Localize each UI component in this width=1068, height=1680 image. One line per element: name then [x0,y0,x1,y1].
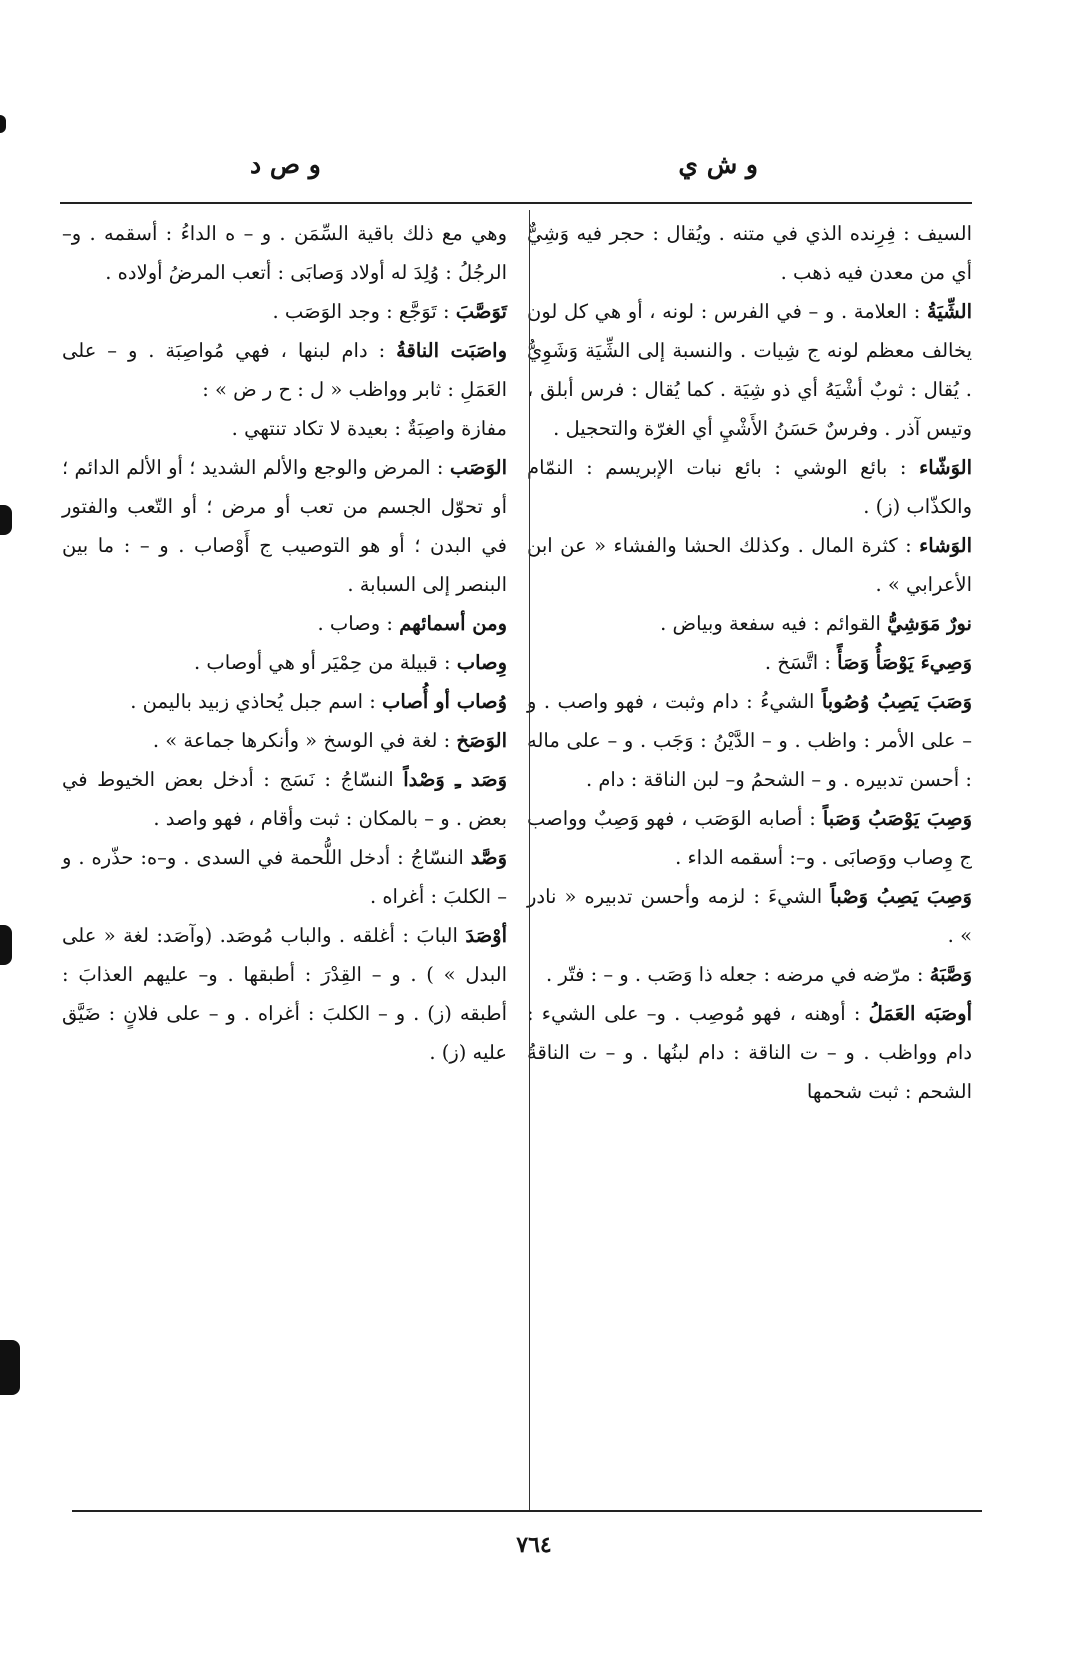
footer-rule [72,1510,982,1512]
entry-headword: الشِّيَةُ [926,300,973,323]
dictionary-entry [527,643,972,682]
dictionary-entry [527,604,972,643]
entry-definition: : أوهنه ، فهو مُوصِب . و– على الشيء : دام وواظب . و – ت الناقة : دام لبنُها . و – ت الناقةُ الشحم : ثبت شحمها [527,1002,972,1103]
dictionary-entry [62,292,507,331]
page-header-root-right: و ش ي [678,150,758,179]
page-number: ٧٦٤ [516,1532,552,1558]
dictionary-entry [527,682,972,799]
entry-headword: أوصَبَه العَمَلُ [868,1002,973,1025]
entry-headword: أوْصَدَ [465,924,507,947]
entry-headword: الوَشّاء [919,456,973,479]
entry-definition: الشيءَ : لزمه وأحسن تدبيره « نادر » . [527,885,972,947]
entry-definition: : بائع الوشي : بائع نبات الإبريسم : النمّام والكذّاب (ز) . [527,456,972,518]
entry-headword: الوَصَخ [456,729,507,752]
entry-headword: واصَبَت الناقةُ [396,339,507,362]
entry-headword: وَصِيءَ يَوْصَأُ وَصَأً [837,651,972,674]
entry-definition: مفازة واصِبَةٌ : بعيدة لا تكاد تنتهي . [231,417,507,440]
dictionary-entry [527,877,972,955]
dictionary-entry [527,214,972,292]
scan-edge-mark [0,1340,20,1395]
entry-definition: : أصابه الوَصَب ، فهو وَصِبٌ وواصب ج وِصاب ووَصابَى . و–: أسقمه الداء . [527,807,972,869]
dictionary-entry [62,214,507,292]
entry-headword: وَصَبَ يَصِبُ وُصُوباً [821,690,973,713]
dictionary-entry [62,448,507,604]
dictionary-entry [527,994,972,1111]
dictionary-entry [527,799,972,877]
page-header-root-left: و ص د [250,150,321,179]
entry-headword: نورٌ مَوَشِيُّ [887,612,972,635]
dictionary-entry [527,526,972,604]
entry-definition: : لغة في الوسخ « وأنكرها جماعة » . [152,729,451,752]
entry-headword: وَصَد ـِ وَصْداً [403,768,507,791]
entry-definition: : دام لبنها ، فهي مُواصِبَة . و – على العَمَلِ : ثابر وواظب « ل : ح ر ض » : [62,339,507,401]
entry-headword: وُصاب أو أُصاب [382,690,507,713]
dictionary-entry [62,682,507,721]
header-rule [60,202,972,204]
entry-headword: الوَشاء [919,534,973,557]
dictionary-entry [62,409,507,448]
entry-definition: : المرض والوجع والألم الشديد ؛ أو الألم الدائم ؛ أو تحوّل الجسم من تعب أو مرض ؛ أو التّعب والفتور في البدن ؛ أو هو التوصيب ج أَوْصاب . و – : ما بين البنصر إلى السبابة . [62,456,507,596]
entry-definition: : وصاب . [317,612,393,635]
dictionary-entry [62,916,507,1072]
dictionary-entry [62,604,507,643]
dictionary-entry [62,331,507,409]
entry-definition: البابَ : أغلقه . والباب مُوصَد. (وآصَد: لغة « على البدل » ) . و – القِدْرَ : أطبقها . و– عليهم العذابَ : أطبقه (ز) . و – الكلبَ : أغراه . و – على فلانٍ : ضَيَّق عليه (ز) . [62,924,507,1064]
entry-headword: تَوَصَّبَ [455,300,507,323]
entry-definition: : اسم جبل يُحاذي زبيد باليمن . [130,690,376,713]
scan-edge-mark [0,115,6,133]
dictionary-entry [527,448,972,526]
entry-definition: وهي مع ذلك باقية السِّمَن . و – ه الداءُ : أسقمه . و– الرجُلُ : وُلِدَ له أولاد وَصابَى : أتعب المرضُ أولاده . [62,222,507,284]
entry-headword: الوَصَب [449,456,507,479]
entry-headword: وَصَّبَهُ [929,963,972,986]
entry-headword: وَصَّد [470,846,507,869]
scan-edge-mark [0,925,12,965]
entry-definition: : تَوَجَّع : وجد الوَصَب . [272,300,450,323]
dictionary-entry [62,721,507,760]
entry-definition: النسّاجُ : أدخل اللُّحمة في السدى . و–ه: حذّره . و – الكلبَ : أغراه . [62,846,507,908]
entry-headword: وَصِبَ يَوْصَبُ وَصَباً [822,807,972,830]
entry-definition: : اتَّسَخ . [764,651,831,674]
dictionary-entry [62,643,507,682]
entry-definition: : العلامة . و – في الفرس : لونه ، أو هي كل لون يخالف معظم لونه ج شِيات . والنسبة إلى الشِّيَة وَشَوِيٌّ . يُقال : ثوبٌ أشْيَهُ أي ذو شِيَة . كما يُقال : فرس أبلق ، وتيس آذر . وفرسٌ حَسَنُ الأَشْيِ أي الغرّة والتحجيل . [527,300,972,440]
entry-definition: : مرّضه في مرضه : جعله ذا وَصَب . و – : فتّر . [546,963,924,986]
entry-headword: وَصِبَ يَصِبُ وَصْباً [830,885,972,908]
dictionary-entry [527,292,972,448]
dictionary-column-left [62,214,507,1072]
dictionary-column-right [527,214,972,1111]
column-divider [529,210,530,1510]
entry-headword: ومن أسمائهم [399,612,507,635]
dictionary-entry [527,955,972,994]
entry-definition: الشيءُ : دام وثبت ، فهو واصب . و – على الأمر : واظب . و – الدَّيْنُ : وَجَب . و – على ماله : أحسن تدبيره . و – الشحمُ و– لبن الناقة : دام . [527,690,972,791]
entry-definition: السيف : فِرِنده الذي في متنه . ويُقال : حجر فيه وَشِيٌّ أي من معدن فيه ذهب . [527,222,972,284]
entry-definition: النسّاجُ : نَسَج : أدخل بعض الخيوط في بعض . و – بالمكان : ثبت وأقام ، فهو واصد . [62,768,507,830]
scan-edge-mark [0,505,12,535]
entry-definition: : قبيلة من حِمْيَر أو هي أوصاب . [194,651,451,674]
dictionary-entry [62,838,507,916]
entry-definition: القوائم : فيه سفعة وبياض . [660,612,881,635]
entry-definition: : كثرة المال . وكذلك الحشا والفشاء « عن ابن الأعرابي » . [527,534,972,596]
dictionary-entry [62,760,507,838]
entry-headword: وِصاب [456,651,507,674]
